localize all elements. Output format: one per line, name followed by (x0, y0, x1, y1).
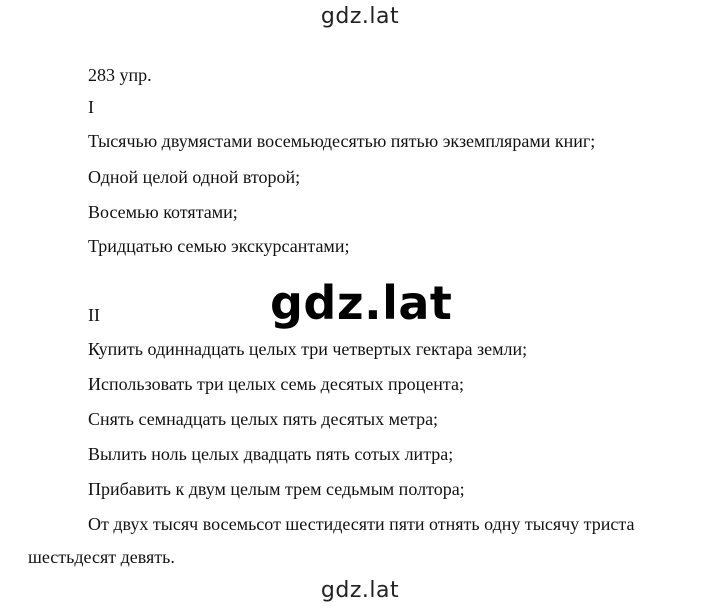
part-2-label: II (88, 305, 100, 325)
watermark-bottom: gdz.lat (320, 578, 400, 603)
part-2-line: Снять семнадцать целых пять десятых метра; (88, 409, 439, 429)
part-1-label: I (88, 97, 94, 117)
part-1-line: Тысячью двумястами восемьюдесятью пятью экземплярами книг; (88, 131, 596, 151)
part-1-line: Восемью котятами; (88, 202, 238, 222)
part-2-line: Купить одиннадцать целых три четвертых гектара земли; (88, 339, 528, 359)
part-2-line: Прибавить к двум целым трем седьмым полтора; (88, 479, 465, 499)
part-2-line: Использовать три целых семь десятых процента; (88, 374, 464, 394)
part-2-line: Вылить ноль целых двадцать пять сотых литра; (88, 444, 454, 464)
watermark-center: gdz.lat (270, 276, 453, 330)
part-1-line: Одной целой одной второй; (88, 167, 301, 187)
part-2-line: шестьдесят девять. (28, 547, 175, 567)
exercise-title: 283 упр. (88, 65, 152, 85)
part-2-line: От двух тысяч восемьсот шестидесяти пяти отнять одну тысячу триста (88, 514, 635, 534)
watermark-top: gdz.lat (320, 4, 400, 29)
part-1-line: Тридцатью семью экскурсантами; (88, 236, 350, 256)
